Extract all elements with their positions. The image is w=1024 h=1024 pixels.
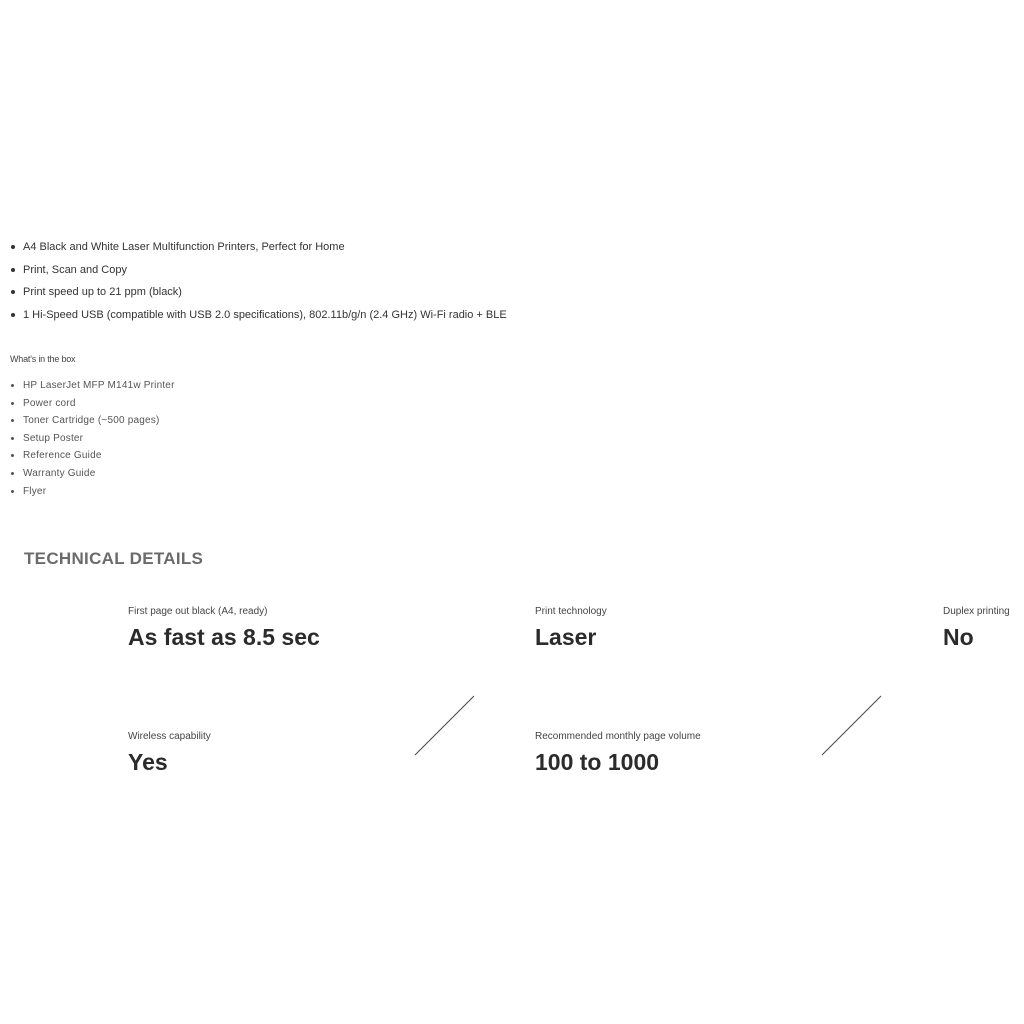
spec-monthly-page-volume: [535, 730, 701, 776]
spec-value: As fast as 8.5 sec: [128, 624, 320, 650]
box-item: Reference Guide: [23, 447, 175, 465]
box-item: Toner Cartridge (~500 pages): [23, 412, 175, 430]
box-item: Power cord: [23, 395, 175, 413]
spec-value: Laser: [535, 624, 597, 650]
box-item: Flyer: [23, 483, 175, 501]
spec-first-page-out: [128, 605, 320, 651]
diagonal-divider: [414, 696, 474, 756]
spec-label: Recommended monthly page volume: [535, 731, 701, 742]
feature-item: Print speed up to 21 ppm (black): [23, 281, 507, 304]
whats-in-box-list: [10, 377, 175, 500]
spec-value: No: [943, 624, 974, 650]
spec-label: Wireless capability: [128, 731, 211, 742]
spec-value: Yes: [128, 749, 168, 775]
feature-list: [10, 236, 507, 326]
spec-print-technology: [535, 605, 607, 651]
diagonal-divider: [821, 696, 881, 756]
box-item: Warranty Guide: [23, 465, 175, 483]
box-item: HP LaserJet MFP M141w Printer: [23, 377, 175, 395]
spec-duplex-printing: [943, 605, 1010, 651]
spec-label: Duplex printing: [943, 606, 1010, 617]
whats-in-box-title: What's in the box: [10, 354, 76, 364]
spec-value: 100 to 1000: [535, 749, 660, 775]
spec-label: First page out black (A4, ready): [128, 606, 268, 617]
spec-wireless-capability: [128, 730, 211, 776]
feature-item: Print, Scan and Copy: [23, 259, 507, 282]
feature-item: 1 Hi-Speed USB (compatible with USB 2.0 specifications), 802.11b/g/n (2.4 GHz) Wi-Fi radio + BLE: [23, 304, 507, 327]
technical-details-heading: TECHNICAL DETAILS: [24, 549, 204, 568]
box-item: Setup Poster: [23, 430, 175, 448]
spec-label: Print technology: [535, 606, 607, 617]
feature-item: A4 Black and White Laser Multifunction Printers, Perfect for Home: [23, 236, 507, 259]
